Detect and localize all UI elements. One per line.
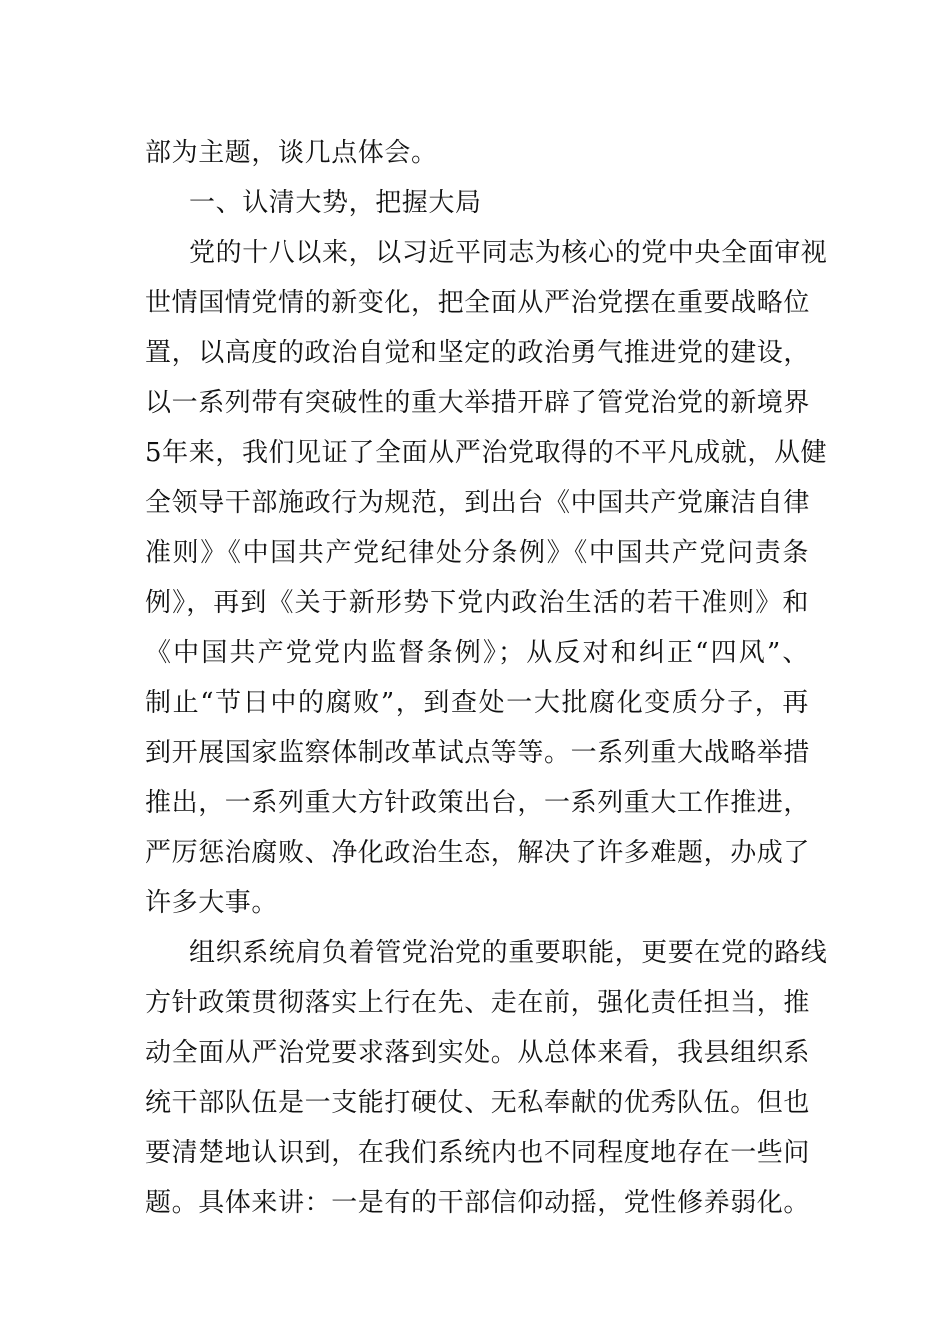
- text-line: 统干部队伍是一支能打硬仗、无私奉献的优秀队伍。但也: [145, 1088, 811, 1118]
- text-line: 许多大事。: [145, 888, 279, 918]
- paragraph-1: [145, 231, 828, 931]
- text-line: 5年来，我们见证了全面从严治党取得的不平凡成就，从健: [145, 438, 828, 468]
- text-line: 组织系统肩负着管党治党的重要职能，更要在党的路线: [189, 938, 828, 968]
- text-line: 《中国共产党党内监督条例》；从反对和纠正“四风”、: [145, 638, 809, 668]
- text-line: 置，以高度的政治自觉和坚定的政治勇气推进党的建设，: [145, 338, 811, 368]
- text-line: 推出，一系列重大方针政策出台，一系列重大工作推进，: [145, 788, 811, 818]
- text-line: 世情国情党情的新变化，把全面从严治党摆在重要战略位: [145, 288, 811, 318]
- text-line: 例》，再到《关于新形势下党内政治生活的若干准则》和: [145, 588, 809, 618]
- text-line: 题。具体来讲：一是有的干部信仰动摇，党性修养弱化。: [145, 1188, 811, 1218]
- paragraph-2: [145, 931, 828, 1231]
- text-line: 党的十八以来，以习近平同志为核心的党中央全面审视: [189, 238, 828, 268]
- paragraph-intro-tail: [145, 131, 809, 181]
- text-line: 到开展国家监察体制改革试点等等。一系列重大战略举措: [145, 738, 811, 768]
- section-heading: [145, 181, 809, 231]
- text-line: 以一系列带有突破性的重大举措开辟了管党治党的新境界: [145, 388, 811, 418]
- text-line: 严厉惩治腐败、净化政治生态，解决了许多难题，办成了: [145, 838, 811, 868]
- text-line: 动全面从严治党要求落到实处。从总体来看，我县组织系: [145, 1038, 811, 1068]
- text-line: 方针政策贯彻落实上行在先、走在前，强化责任担当，推: [145, 988, 811, 1018]
- text-line: 制止“节日中的腐败”，到查处一大批腐化变质分子，再: [145, 688, 809, 718]
- text-line: 部为主题，谈几点体会。: [145, 138, 438, 168]
- heading-text: 一、认清大势，把握大局: [189, 188, 482, 218]
- text-line: 全领导干部施政行为规范，到出台《中国共产党廉洁自律: [145, 488, 811, 518]
- text-line: 准则》《中国共产党纪律处分条例》《中国共产党问责条: [145, 538, 809, 568]
- document-page: [145, 131, 828, 1231]
- text-line: 要清楚地认识到，在我们系统内也不同程度地存在一些问: [145, 1138, 811, 1168]
